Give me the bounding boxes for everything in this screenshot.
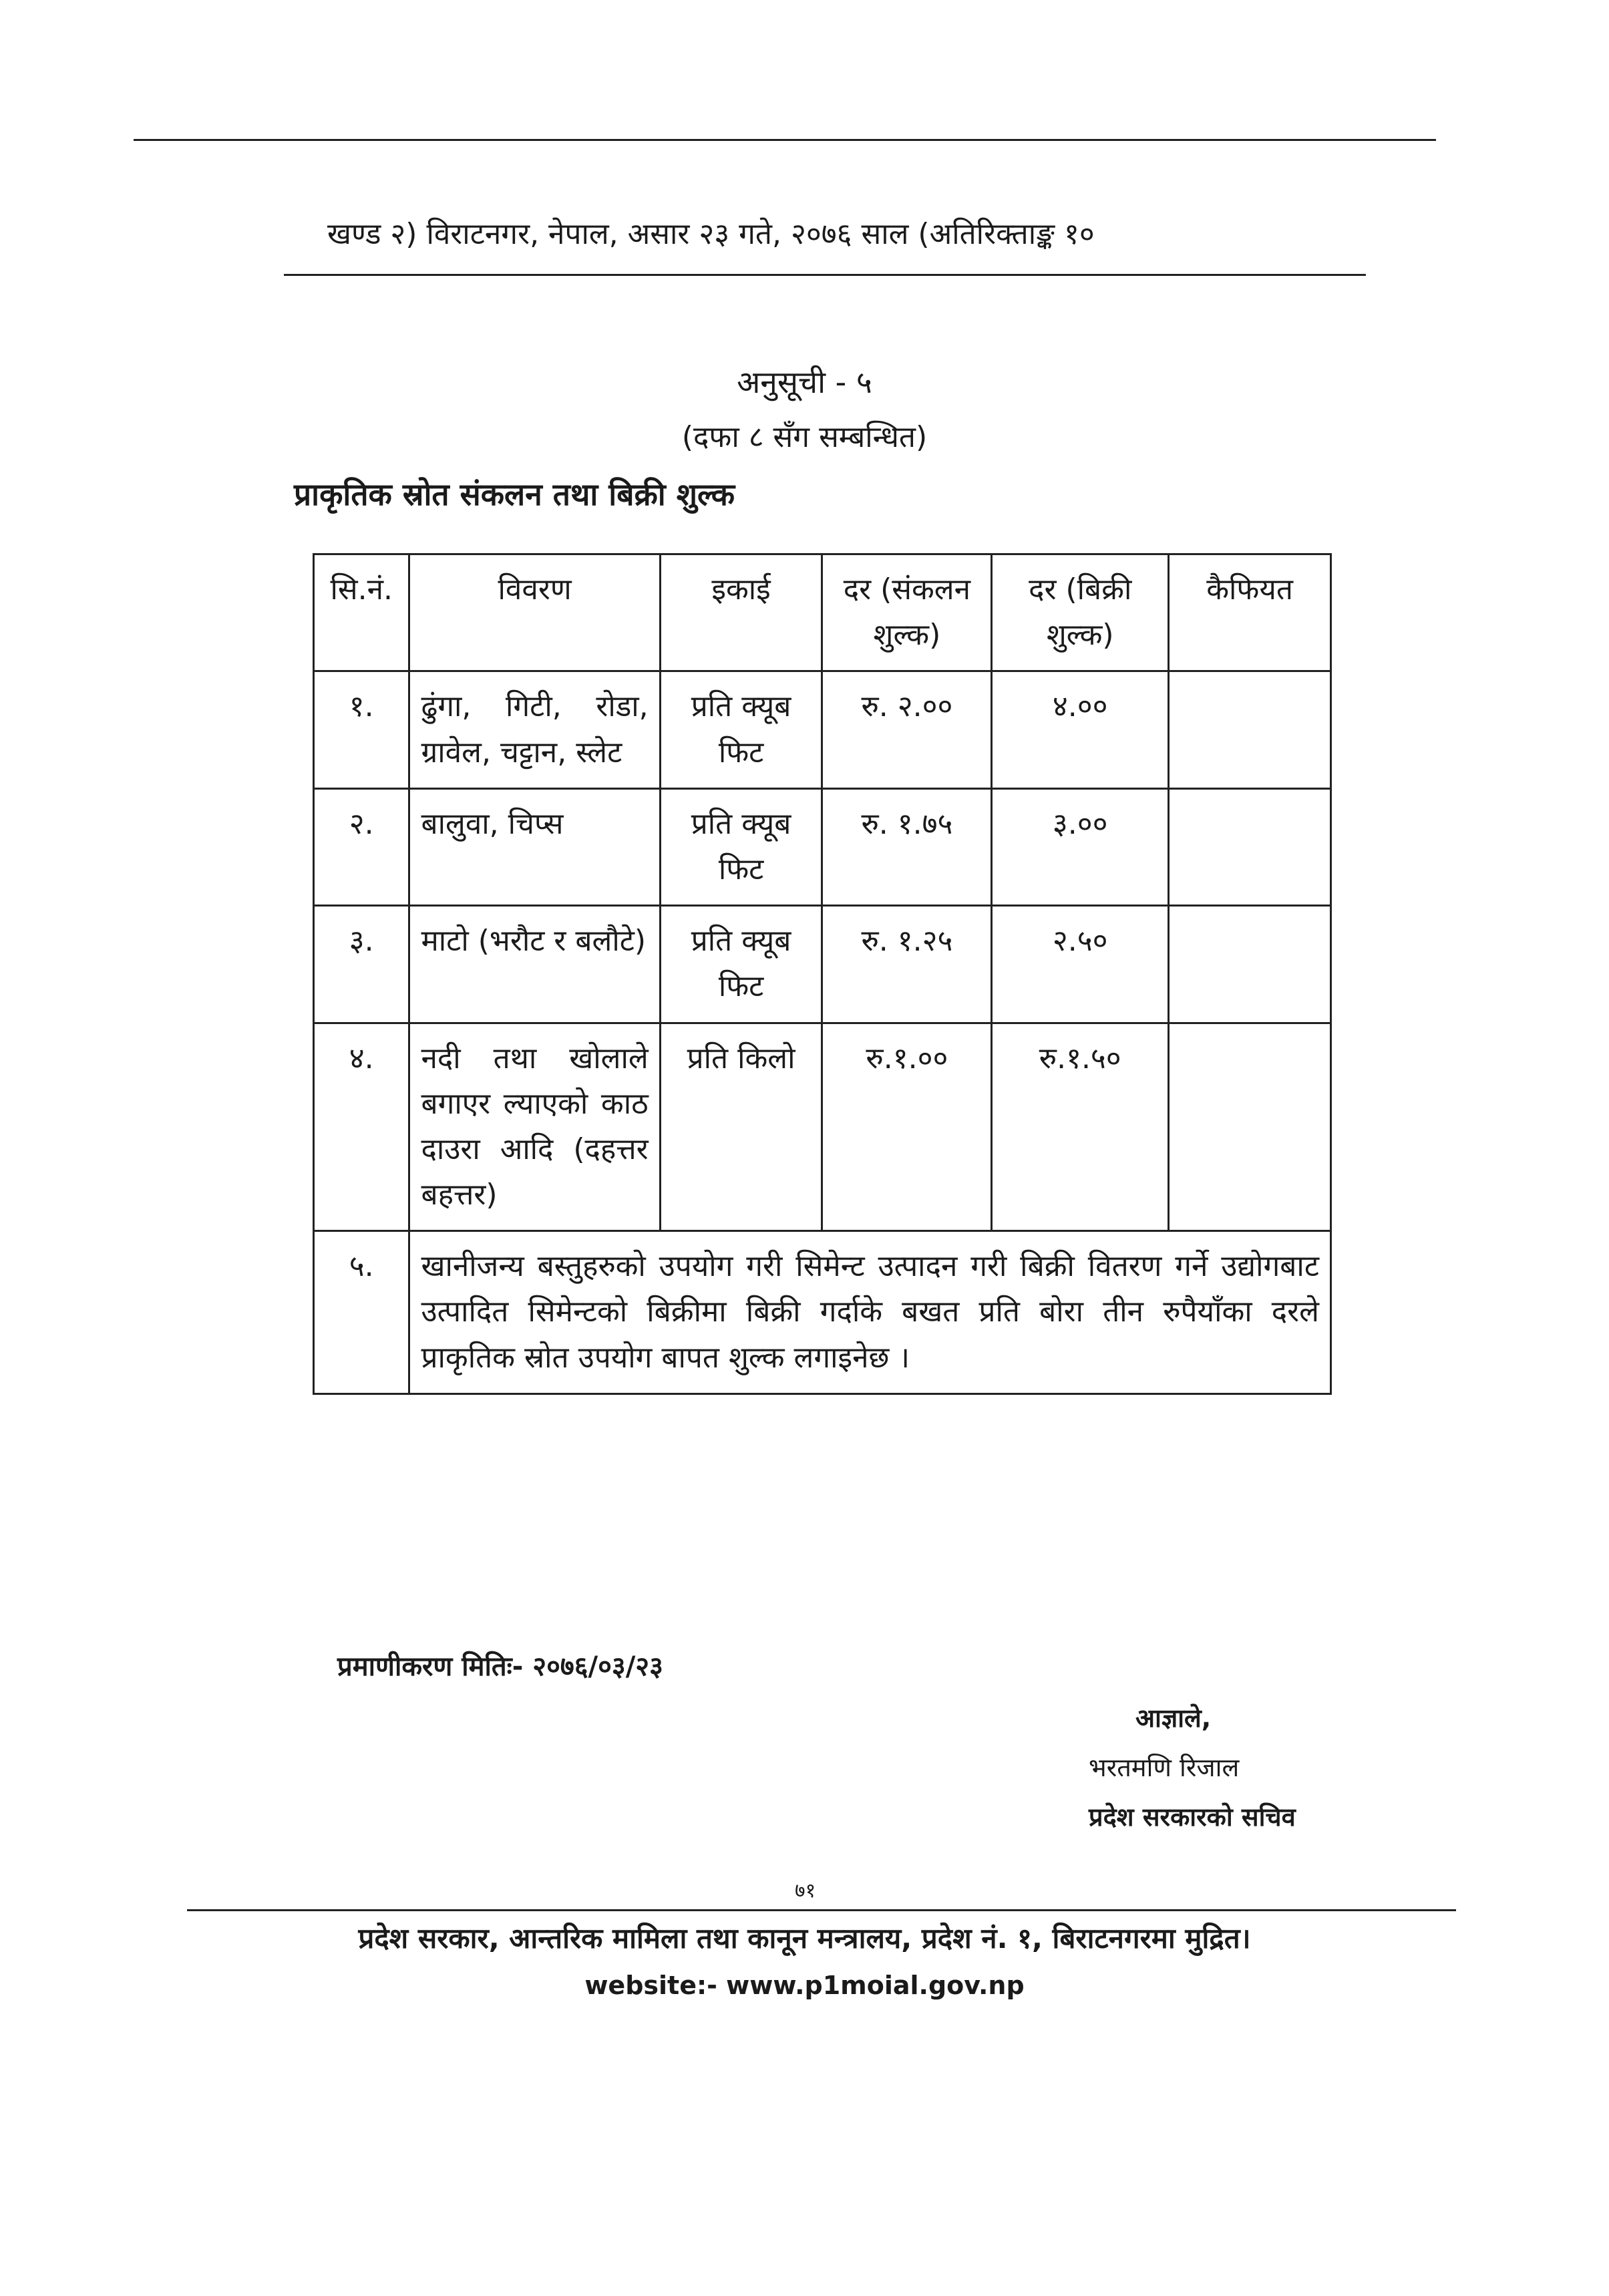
certification-date: प्रमाणीकरण मितिः- २०७६/०३/२३	[337, 1651, 663, 1682]
column-header-sale-rate: दर (बिक्री शुल्क)	[992, 554, 1169, 671]
cell-unit: प्रति क्यूब फिट	[660, 788, 822, 905]
table-row	[314, 906, 1331, 1023]
cell-unit: प्रति क्यूब फिट	[660, 671, 822, 788]
header-underline	[284, 274, 1366, 276]
table-row	[314, 788, 1331, 905]
column-header-remarks: कैफियत	[1169, 554, 1331, 671]
footer-publisher: प्रदेश सरकार, आन्तरिक मामिला तथा कानून मन्त्रालय, प्रदेश नं. १, बिराटनगरमा मुद्रित।	[358, 1922, 1251, 1955]
cell-description: ढुंगा, गिटी, रोडा, ग्रावेल, चट्टान, स्लेट	[409, 671, 660, 788]
signature-block	[1089, 1693, 1296, 1842]
cell-cement-rule: खानीजन्य बस्तुहरुको उपयोग गरी सिमेन्ट उत्पादन गरी बिक्री वितरण गर्ने उद्योगबाट उत्पादित सिमेन्टको बिक्रीमा बिक्री गर्दाके बखत प्रति बोरा तीन रुपैयाँका दरले प्राकृतिक स्रोत उपयोग बापत शुल्क लगाइनेछ ।	[409, 1231, 1331, 1394]
table-row	[314, 671, 1331, 788]
schedule-subtitle: (दफा ८ सँग सम्बन्धित)	[681, 420, 928, 454]
cell-remarks	[1169, 906, 1331, 1023]
fee-heading: प्राकृतिक स्रोत संकलन तथा बिक्री शुल्क	[294, 476, 735, 512]
signatory-title: प्रदेश सरकारको सचिव	[1089, 1802, 1296, 1832]
cell-sn: २.	[314, 788, 409, 905]
cell-description: नदी तथा खोलाले बगाएर ल्याएको काठ दाउरा आदि (दहत्तर बहत्तर)	[409, 1023, 660, 1231]
table-row	[314, 1231, 1331, 1394]
footer-rule	[187, 1909, 1456, 1911]
cell-collection-rate: रु.१.००	[822, 1023, 992, 1231]
cell-remarks	[1169, 788, 1331, 905]
column-header-description: विवरण	[409, 554, 660, 671]
cell-collection-rate: रु. १.७५	[822, 788, 992, 905]
footer-website: website:- www.p1moial.gov.np	[584, 1971, 1025, 2000]
cell-description: बालुवा, चिप्स	[409, 788, 660, 905]
cell-description: माटो (भरौट र बलौटे)	[409, 906, 660, 1023]
cell-sn: ५.	[314, 1231, 409, 1394]
cell-remarks	[1169, 671, 1331, 788]
cell-unit: प्रति क्यूब फिट	[660, 906, 822, 1023]
cell-sn: ४.	[314, 1023, 409, 1231]
gazette-header: खण्ड २) विराटनगर, नेपाल, असार २३ गते, २०७६ साल (अतिरिक्ताङ्क १०	[327, 217, 1095, 251]
cell-sale-rate: ३.००	[992, 788, 1169, 905]
signatory-name: भरतमणि रिजाल	[1089, 1753, 1240, 1783]
table-row	[314, 1023, 1331, 1231]
cell-unit: प्रति किलो	[660, 1023, 822, 1231]
cell-sale-rate: रु.१.५०	[992, 1023, 1169, 1231]
cell-sn: ३.	[314, 906, 409, 1023]
cell-collection-rate: रु. २.००	[822, 671, 992, 788]
page-number: ७१	[795, 1879, 816, 1903]
schedule-title: अनुसूची - ५	[737, 364, 872, 400]
top-rule	[134, 139, 1436, 141]
cell-remarks	[1169, 1023, 1331, 1231]
cell-sale-rate: २.५०	[992, 906, 1169, 1023]
cell-collection-rate: रु. १.२५	[822, 906, 992, 1023]
column-header-collection-rate: दर (संकलन शुल्क)	[822, 554, 992, 671]
table-header-row	[314, 554, 1331, 671]
fee-table	[313, 553, 1332, 1395]
column-header-unit: इकाई	[660, 554, 822, 671]
cell-sale-rate: ४.००	[992, 671, 1169, 788]
signature-order: आज्ञाले,	[1135, 1703, 1212, 1733]
cell-sn: १.	[314, 671, 409, 788]
column-header-sn: सि.नं.	[314, 554, 409, 671]
